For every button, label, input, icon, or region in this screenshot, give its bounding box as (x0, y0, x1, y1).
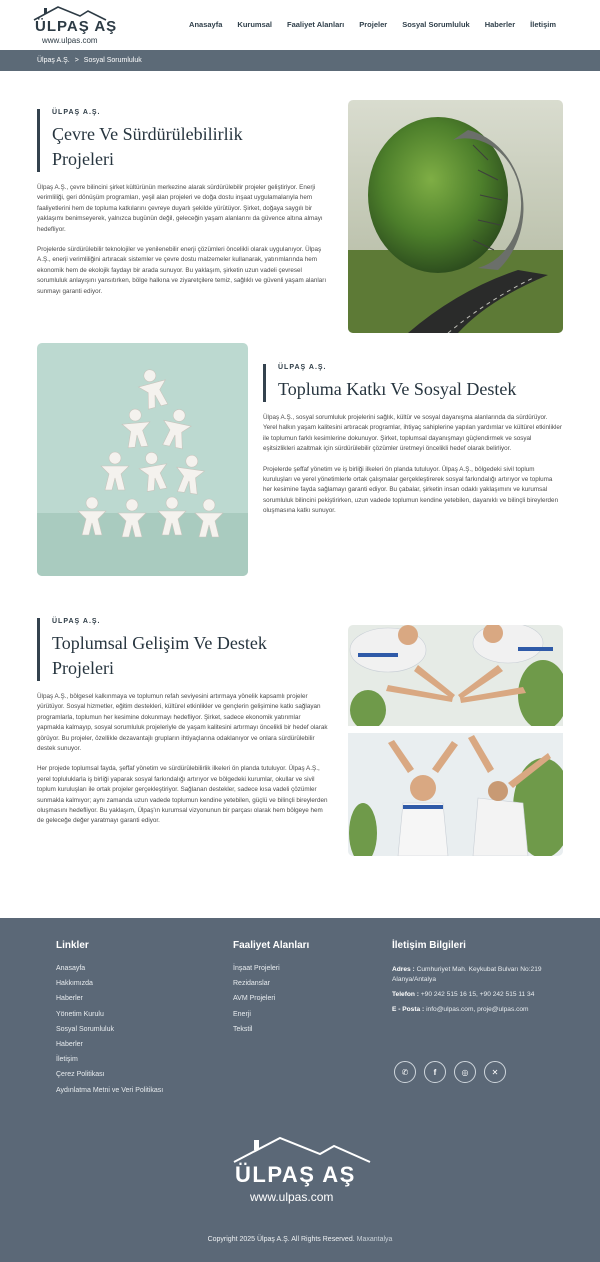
footer-activity-link[interactable]: Enerji (233, 1010, 251, 1018)
whatsapp-icon[interactable]: ✆ (394, 1061, 416, 1083)
nav-projeler[interactable]: Projeler (359, 20, 388, 29)
site-footer (0, 918, 600, 1262)
footer-activity-link[interactable]: AVM Projeleri (233, 995, 276, 1003)
footer-activity-link[interactable]: Tekstil (233, 1025, 253, 1033)
copyright-text: Copyright 2025 Ülpaş A.Ş. All Rights Reserved. (207, 1236, 355, 1243)
x-icon[interactable]: ✕ (484, 1061, 506, 1083)
social-links (394, 1061, 506, 1083)
nav-anasayfa[interactable]: Anasayfa (189, 20, 223, 29)
kids-hands-image (348, 625, 563, 726)
site-header (0, 0, 600, 50)
section-paragraph-2: Her projede toplumsal fayda, şeffaf yönetim ve sürdürülebilirlik ilkeleri ön planda tutuluyor. Ülpaş A.Ş., yerel topluluklarla iş birliği yaparak sosyal farkındalığı artırıyor ve bölgedeki kurumlar, okullar ve sivil toplum kuruluşları ile ortak projeler gerçekleştiriyor. Sağlanan destekler, sadece kısa vadeli çözümler sunmakla kalmıyor; aynı zamanda uzun vadede toplumun kendine yetebilen, güçlü ve bilinçli bireylerden oluşmasını hedefliyor. Bu yaklaşım, Ülpaş'ın kurumsal vizyonunun bir parçası olarak hem bölgeye hem de geleceğe değer yaratmayı garanti ediyor. (37, 765, 328, 825)
footer-contact-title: İletişim Bilgileri (392, 940, 466, 951)
logo-name: ÜLPAŞ AŞ (35, 18, 118, 35)
footer-logo[interactable] (230, 1134, 375, 1214)
section-text (37, 618, 329, 827)
nav-kurumsal[interactable]: Kurumsal (237, 20, 272, 29)
section-development (0, 611, 600, 918)
address-value: Cumhuriyet Mah. Keykubat Bulvarı No:219 Alanya/Antalya (392, 966, 542, 983)
breadcrumb-separator: > (74, 57, 79, 64)
footer-link[interactable]: Anasayfa (56, 965, 86, 972)
phone-value[interactable]: +90 242 515 16 15, +90 242 515 11 34 (420, 991, 535, 998)
section-title: Topluma Katkı Ve Sosyal Destek (278, 379, 517, 399)
footer-activity-link[interactable]: İnşaat Projeleri (233, 965, 280, 972)
section-paragraph-2: Projelerde şeffaf yönetim ve iş birliği ilkeleri ön planda tutuluyor. Ülpaş A.Ş., bölgedeki sivil toplum kuruluşları ve yerel yönetimlerle ortak çalışmalar gerçekleştirerek sosyal farkındalığı artırıyor ve topluma her kesimine fayda sağlamayı garanti ediyor. Bu çabalar, şirketin insan odaklı yaklaşımını ve kurumsal sorumluluk bilincini pekiştirirken, uzun vadede toplumun kendine yetebilen, dayanıklı ve bilinçli bireylerden oluşmasına katkı sunuyor. (263, 465, 559, 515)
address-label: Adres : (392, 966, 415, 973)
email-value[interactable]: info@ulpas.com, proje@ulpas.com (426, 1006, 529, 1013)
eco-globe-image (348, 100, 563, 333)
footer-links-title: Linkler (56, 940, 89, 951)
section-eyebrow: ÜLPAŞ A.Ş. (52, 109, 101, 116)
section-paragraph-2: Projelerde sürdürülebilir teknolojiler ve yenilenebilir enerji çözümleri öncelikli olarak uygulanıyor. Ülpaş A.Ş., enerji verimliliğini artıracak sistemler ve çevre dostu malzemeler kullanarak, yatırımlarında hem ekonomik hem de ekolojik faydayı bir arada sunuyor. Bu yaklaşım, şirketin uzun vadeli çevresel sorumluluk anlayışını yansıtırken, bölge halkına ve ziyaretçilere temiz, sağlıklı ve güvenli yaşam alanları sunmayı garanti ediyor. (37, 246, 327, 295)
footer-activity-link[interactable]: Rezidanslar (233, 980, 270, 988)
section-paragraph-1: Ülpaş A.Ş., bölgesel kalkınmaya ve toplumun refah seviyesini artırmaya yönelik kapsamlı projeler yürütüyor. Sosyal hizmetler, eğitim destekleri, kültürel etkinlikler ve gençlerin gelişimine katkı sağlayan programlarla, toplumun her kesimine dokunmayı hedefliyor. Şirket, sadece ekonomik yatırımlar yapmakla kalmayıp, sosyal sorumluluk projeleriyle de yaşam kalitesini artırmayı öncelikli bir hedef olarak görüyor. Bu projeler, özellikle dezavantajlı grupların ihtiyaçlarına odaklanıyor ve onlara sürdürülebilir destek sunuyor. (37, 693, 328, 753)
credit-link[interactable]: Maxantalya (356, 1236, 393, 1243)
section-community (0, 343, 600, 611)
footer-link[interactable]: Hakkımızda (56, 980, 93, 988)
nav-sosyal-sorumluluk[interactable]: Sosyal Sorumluluk (402, 20, 470, 29)
kids-jumping-image (348, 733, 563, 856)
title-line-2: Projeleri (52, 149, 114, 169)
footer-contact-column (392, 940, 572, 1020)
email-label: E - Posta : (392, 1006, 425, 1013)
title-line-1: Toplumsal Gelişim Ve Destek (52, 633, 267, 653)
paper-people-image (37, 343, 248, 576)
title-block (263, 364, 563, 402)
nav-faaliyet-alanlari[interactable]: Faaliyet Alanları (287, 20, 345, 29)
footer-link[interactable]: Çerez Politikası (56, 1071, 105, 1079)
footer-link[interactable]: Aydınlatma Metni ve Veri Politikası (56, 1086, 164, 1094)
section-title (52, 122, 329, 172)
section-environment (0, 71, 600, 343)
logo-url: www.ulpas.com (42, 36, 98, 45)
section-text (263, 364, 563, 517)
title-block (37, 618, 329, 681)
footer-activities-title: Faaliyet Alanları (233, 940, 310, 951)
copyright (0, 1236, 600, 1243)
section-text (37, 109, 329, 297)
title-line-1: Çevre Ve Sürdürülebilirlik (52, 124, 243, 144)
phone-label: Telefon : (392, 991, 419, 998)
title-block (37, 109, 329, 172)
section-paragraph-1: Ülpaş A.Ş., çevre bilincini şirket kültürünün merkezine alarak sürdürülebilir projeler geliştiriyor. Enerji verimliliği, geri dönüşüm programları, yeşil alan projeleri ve doğa dostu inşaat uygulamalarıyla hem faaliyetlerini hem de topluma katkılarını çevreye duyarlı şekilde yürütüyor. Şirket, doğaya saygılı bir yaklaşımı benimseyerek, yalnızca bugünün değil, geleceğin yaşam alanlarını da güvence altına almayı hedefliyor. (37, 184, 323, 233)
footer-link[interactable]: İletişim (56, 1056, 78, 1064)
footer-link[interactable]: Yönetim Kurulu (56, 1010, 104, 1018)
instagram-icon[interactable]: ◎ (454, 1061, 476, 1083)
breadcrumb-current: Sosyal Sorumluluk (83, 57, 142, 64)
footer-link[interactable]: Haberler (56, 1040, 83, 1048)
footer-address (392, 965, 572, 985)
nav-haberler[interactable]: Haberler (484, 20, 516, 29)
section-eyebrow: ÜLPAŞ A.Ş. (52, 618, 101, 625)
section-title (52, 631, 329, 681)
section-paragraph-1: Ülpaş A.Ş., sosyal sorumluluk projelerini sağlık, kültür ve sosyal dayanışma alanlarında da sürdürüyor. Yerel halkın yaşam kalitesini artıracak programlar, ihtiyaç sahiplerine yapılan yardımlar ve kültürel etkinlikler ile toplumun farklı kesimlerine dokunuyor. Şirket, toplumsal dayanışmayı güçlendirmek ve sosyal eşitsizlikleri azaltmak için sürdürülebilir çözümler üretmeyi öncelikli hedef olarak belirliyor. (263, 414, 563, 453)
nav-iletisim[interactable]: İletişim (530, 20, 556, 29)
footer-activities-column (233, 940, 309, 1041)
section-eyebrow: ÜLPAŞ A.Ş. (278, 364, 327, 371)
footer-link[interactable]: Sosyal Sorumluluk (56, 1025, 114, 1033)
breadcrumb (0, 50, 600, 71)
footer-link[interactable]: Haberler (56, 995, 83, 1003)
footer-logo-url: www.ulpas.com (250, 1190, 334, 1204)
facebook-icon[interactable]: f (424, 1061, 446, 1083)
footer-links-column (56, 940, 163, 1102)
main-nav (189, 20, 556, 29)
breadcrumb-home[interactable]: Ülpaş A.Ş. (37, 57, 70, 64)
footer-phone (392, 990, 572, 1000)
brand-logo[interactable] (30, 4, 118, 46)
footer-email (392, 1005, 572, 1015)
title-line-2: Projeleri (52, 658, 114, 678)
footer-logo-name: ÜLPAŞ AŞ (235, 1162, 356, 1187)
roof-icon (230, 1134, 375, 1164)
